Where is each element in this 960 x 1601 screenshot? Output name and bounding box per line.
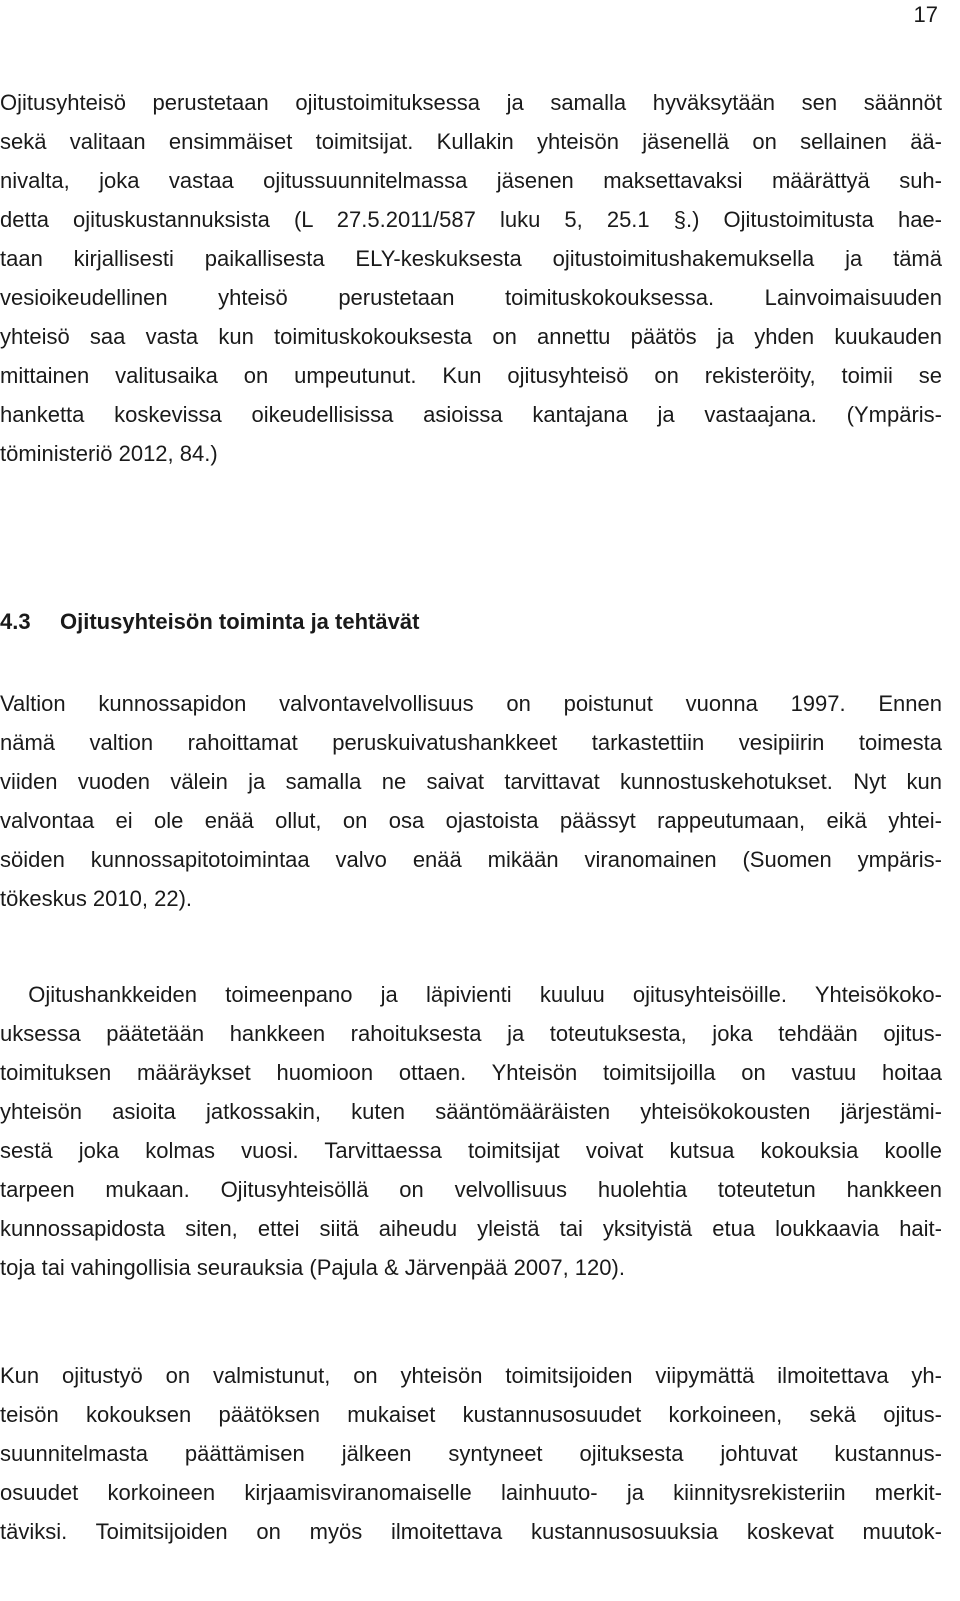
section-number: 4.3 — [0, 609, 31, 634]
text-line: yhteisö saa vasta kun toimituskokouksesta on annettu päätös ja yhden kuukauden — [0, 324, 942, 349]
text-line: toimituksen määräykset huomioon ottaen. Yhteisön toimitsijoilla on vastuu hoitaa — [0, 1060, 942, 1085]
text-line: viiden vuoden välein ja samalla ne saivat tarvittavat kunnostuskehotukset. Nyt kun — [0, 769, 942, 794]
paragraph-4 — [0, 1356, 942, 1551]
text-line: hanketta koskevissa oikeudellisissa asioissa kantajana ja vastaajana. (Ympäris- — [0, 402, 942, 427]
text-line: Ojitushankkeiden toimeenpano ja läpivienti kuuluu ojitusyhteisöille. Yhteisökoko- — [0, 982, 942, 1007]
text-line: sestä joka kolmas vuosi. Tarvittaessa toimitsijat voivat kutsua kokouksia koolle — [0, 1138, 942, 1163]
text-line: mittainen valitusaika on umpeutunut. Kun ojitusyhteisö on rekisteröity, toimii se — [0, 363, 942, 388]
section-title: Ojitusyhteisön toiminta ja tehtävät — [60, 609, 420, 634]
text-line: valvontaa ei ole enää ollut, on osa ojastoista päässyt rappeutumaan, eikä yhtei- — [0, 808, 942, 833]
text-line: töministeriö 2012, 84.) — [0, 441, 218, 466]
text-line: yhteisön asioita jatkossakin, kuten sääntömääräisten yhteisökokousten järjestämi- — [0, 1099, 942, 1124]
text-line: Ojitusyhteisö perustetaan ojitustoimituksessa ja samalla hyväksytään sen säännöt — [0, 90, 942, 115]
text-line: Valtion kunnossapidon valvontavelvollisuus on poistunut vuonna 1997. Ennen — [0, 691, 942, 716]
text-line: detta ojituskustannuksista (L 27.5.2011/587 luku 5, 25.1 §.) Ojitustoimitusta hae- — [0, 207, 942, 232]
text-line: vesioikeudellinen yhteisö perustetaan toimituskokouksessa. Lainvoimaisuuden — [0, 285, 942, 310]
paragraph-1 — [0, 83, 942, 473]
section-heading — [0, 602, 419, 641]
text-line: teisön kokouksen päätöksen mukaiset kustannusosuudet korkoineen, sekä ojitus- — [0, 1402, 942, 1427]
paragraph-3 — [0, 975, 942, 1287]
text-line: osuudet korkoineen kirjaamisviranomaiselle lainhuuto- ja kiinnitysrekisteriin merkit- — [0, 1480, 942, 1505]
text-line: Kun ojitustyö on valmistunut, on yhteisön toimitsijoiden viipymättä ilmoitettava yh- — [0, 1363, 942, 1388]
text-line: nämä valtion rahoittamat peruskuivatushankkeet tarkastettiin vesipiirin toimesta — [0, 730, 942, 755]
text-line: täviksi. Toimitsijoiden on myös ilmoitettava kustannusosuuksia koskevat muutok- — [0, 1519, 942, 1544]
text-line: toja tai vahingollisia seurauksia (Pajula & Järvenpää 2007, 120). — [0, 1255, 625, 1280]
text-line: tökeskus 2010, 22). — [0, 886, 193, 911]
text-line: kunnossapidosta siten, ettei siitä aiheudu yleistä tai yksityistä etua loukkaavia hait- — [0, 1216, 942, 1241]
text-line: tarpeen mukaan. Ojitusyhteisöllä on velvollisuus huolehtia toteutetun hankkeen — [0, 1177, 942, 1202]
text-line: sekä valitaan ensimmäiset toimitsijat. Kullakin yhteisön jäsenellä on sellainen ää- — [0, 129, 942, 154]
paragraph-2 — [0, 684, 942, 918]
text-line: taan kirjallisesti paikallisesta ELY-keskuksesta ojitustoimitushakemuksella ja tämä — [0, 246, 942, 271]
text-line: uksessa päätetään hankkeen rahoituksesta ja toteutuksesta, joka tehdään ojitus- — [0, 1021, 942, 1046]
text-line: suunnitelmasta päättämisen jälkeen syntyneet ojituksesta johtuvat kustannus- — [0, 1441, 942, 1466]
page-number: 17 — [913, 2, 938, 27]
text-line: söiden kunnossapitotoimintaa valvo enää mikään viranomainen (Suomen ympäris- — [0, 847, 942, 872]
text-line: nivalta, joka vastaa ojitussuunnitelmassa jäsenen maksettavaksi määrättyä suh- — [0, 168, 942, 193]
